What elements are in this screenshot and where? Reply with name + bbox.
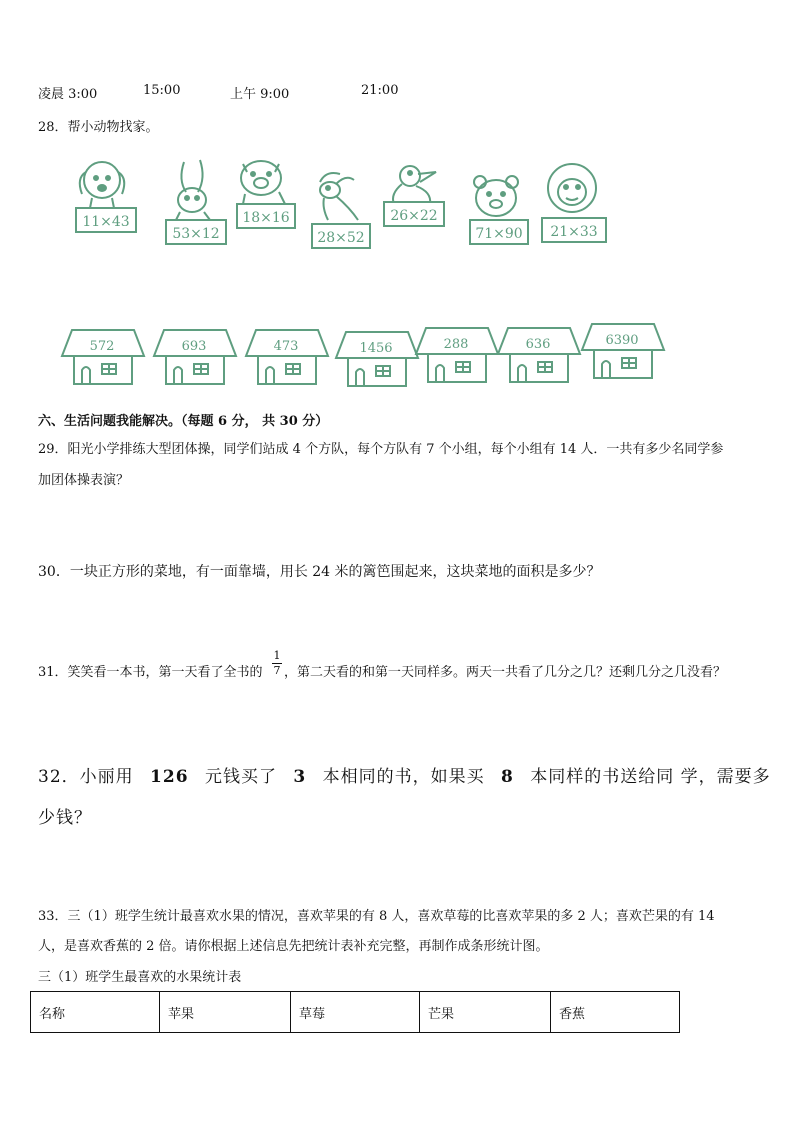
time-label-3: 上午 9:00 [230,87,290,102]
animal-duck-expr: 26×22 [390,208,438,224]
house-number-7: 6390 [605,333,639,348]
house-number-4: 1456 [359,341,393,356]
animal-rabbit-expr: 53×12 [172,226,220,242]
animal-dog-expr: 11×43 [82,214,130,230]
table-cell-apple: 苹果 [160,992,291,1033]
house-icon [244,326,330,388]
q33-text-line1: 33．三（1）班学生统计最喜欢水果的情况，喜欢苹果的有 8 人，喜欢草莓的比喜欢苹果的多 2 人；喜欢芒果的有 14 [38,909,715,924]
dog-icon [70,158,144,240]
q29-text-line1: 29．阳光小学排练大型团体操，同学们站成 4 个方队，每个方队有 7 个小组，每个小组有 14 人．一共有多少名同学参 [38,442,724,457]
q31-text-before: 31．笑笑看一本书，第一天看了全书的 [38,665,263,680]
house-number-3: 473 [273,339,299,354]
fraction-numerator: 1 [273,649,281,662]
monkey-icon [538,160,610,244]
house-icon [414,324,500,386]
q32-part-c: 本相同的书，如果买 [322,767,485,787]
house-icon [334,328,420,390]
q32-text-line2: 少钱？ [38,808,92,828]
q32-part-d: 本同样的书送给同 学，需要多 [530,767,771,787]
house-icon [60,326,146,388]
rabbit-icon [162,158,232,248]
q30-text: 30．一块正方形的菜地，有一面靠墙，用长 24 米的篱笆围起来，这块菜地的面积是多少？ [38,564,601,580]
pig-icon [233,156,299,236]
duck-icon [380,160,450,236]
house-icon [152,326,238,388]
house-number-2: 693 [181,339,207,354]
goat-icon [306,168,376,252]
house-number-6: 636 [525,337,551,352]
q32-number-3: 3 [293,767,307,787]
q32-part-a: 32．小丽用 [38,767,134,787]
q29-text-line2: 加团体操表演？ [38,473,130,488]
fraction-denominator: 7 [273,664,281,677]
q33-text-line2: 人，是喜欢香蕉的 2 倍。请你根据上述信息先把统计表补充完整，再制作成条形统计图。 [38,939,549,954]
house-icon [496,324,582,386]
house-number-1: 572 [89,339,115,354]
table-row [31,992,680,1033]
table-cell-mango: 芒果 [420,992,551,1033]
time-label-2: 15:00 [143,83,181,98]
table-cell-banana: 香蕉 [551,992,680,1033]
table-cell-strawberry: 草莓 [291,992,420,1033]
q28-title: 28．帮小动物找家。 [38,120,159,135]
time-label-1: 凌晨 3:00 [38,87,98,102]
q32-part-b: 元钱买了 [204,767,277,787]
q32-number-126: 126 [150,767,189,787]
section-heading: 六、生活问题我能解决。（每题 6 分， 共 30 分） [38,414,329,429]
q31-text-after: ，第二天看的和第一天同样多。两天一共看了几分之几？还剩几分之几没看？ [284,665,727,680]
q31-fraction [272,650,282,677]
house-icon [580,320,666,382]
time-label-4: 21:00 [361,83,399,98]
animal-goat-expr: 28×52 [317,230,365,246]
table-cell-name: 名称 [31,992,160,1033]
animal-pig-expr: 18×16 [242,210,290,226]
animal-monkey-expr: 21×33 [550,224,598,240]
q32-number-8: 8 [501,767,514,787]
bear-icon [466,172,532,248]
q32-text-line1 [38,762,771,787]
animal-bear-expr: 71×90 [475,226,523,242]
fruit-stats-table [30,991,680,1033]
house-number-5: 288 [443,337,469,352]
table-title: 三（1）班学生最喜欢的水果统计表 [38,970,242,985]
